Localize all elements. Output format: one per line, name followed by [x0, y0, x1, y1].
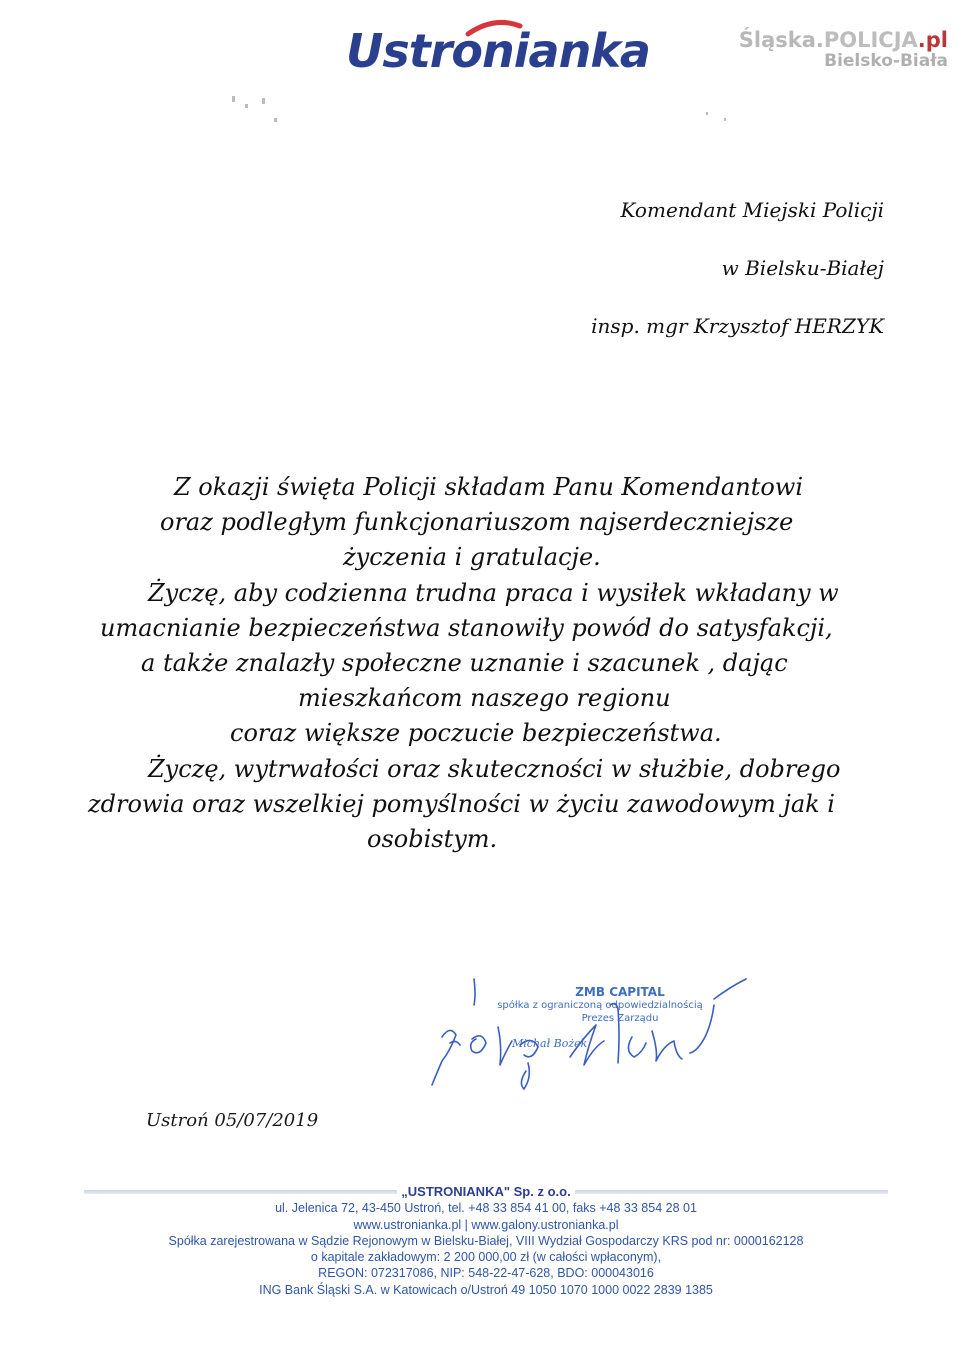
body-line: Życzę, aby codzienna trudna praca i wysiłek wkładany w [148, 578, 839, 607]
watermark-city: Bielsko-Biała [824, 51, 948, 72]
body-line: Z okazji święta Policji składam Panu Komendantowi [174, 473, 804, 501]
stamp-company: ZMB CAPITAL [575, 985, 665, 999]
watermark-site-part3: .pl [917, 28, 948, 52]
signature-block [420, 965, 760, 1095]
footer-bank: ING Bank Śląski S.A. w Katowicach o/Ustroń 49 1050 1070 1000 0022 2839 1385 [259, 1282, 713, 1297]
scan-speck [262, 98, 265, 104]
company-logo [346, 18, 650, 88]
watermark-site [739, 28, 948, 52]
body-line: umacnianie bezpieczeństwa stanowiły powód do satysfakcji, [100, 613, 833, 642]
logo-text: Ustronianka [346, 24, 650, 78]
letter-body [80, 470, 900, 857]
body-line: osobistym. [367, 824, 498, 853]
body-line: a także znalazły społeczne uznanie i szacunek , dając [141, 648, 788, 677]
source-watermark [739, 28, 948, 72]
footer-capital: o kapitale zakładowym: 2 200 000,00 zł (w całości wpłaconym), [310, 1250, 662, 1265]
scan-speck [724, 118, 726, 121]
body-line: oraz podległym funkcjonariuszom najserdeczniejsze [160, 508, 794, 537]
body-line: Życzę, wytrwałości oraz skuteczności w służbie, dobrego [148, 754, 841, 783]
addressee-title: Komendant Miejski Policji [620, 198, 884, 222]
scan-speck [274, 118, 277, 122]
scan-speck [232, 96, 235, 102]
company-footer [84, 1184, 888, 1298]
footer-websites: www.ustronianka.pl | www.galony.ustronianka.pl [353, 1217, 619, 1232]
scan-speck [706, 112, 708, 115]
addressee-block [464, 200, 884, 374]
body-line: życzenia i gratulacje. [343, 543, 601, 572]
stamp-role: Prezes Zarządu [581, 1012, 659, 1024]
place-and-date: Ustroń 05/07/2019 [146, 1110, 319, 1131]
addressee-name: insp. mgr Krzysztof HERZYK [591, 314, 884, 338]
watermark-site-part1: Śląska. [738, 28, 824, 52]
footer-registration: Spółka zarejestrowana w Sądzie Rejonowym w Bielsku-Białej, VIII Wydział Gospodarczy KRS pod nr: 0000162128 [168, 1233, 804, 1248]
body-line: coraz większe poczucie bezpieczeństwa. [230, 719, 722, 748]
body-line: zdrowia oraz wszelkiej pomyślności w życiu zawodowym jak i [88, 789, 835, 818]
scan-speck [245, 104, 248, 108]
stamp-legal-form: spółka z ograniczoną odpowiedzialnością [497, 1000, 703, 1011]
body-line: mieszkańcom naszego regionu [298, 684, 671, 713]
stamp-person: Michał Bożek [512, 1037, 588, 1050]
footer-company: „USTRONIANKA" Sp. z o.o. [397, 1184, 574, 1200]
watermark-site-part2: POLICJA [823, 28, 918, 52]
footer-address: ul. Jelenica 72, 43-450 Ustroń, tel. +48 33 854 41 00, faks +48 33 854 28 01 [275, 1201, 697, 1216]
footer-ids: REGON: 072317086, NIP: 548-22-47-628, BDO: 000043016 [318, 1266, 654, 1281]
handwritten-signature [420, 965, 760, 1095]
addressee-city: w Bielsku-Białej [721, 256, 884, 280]
